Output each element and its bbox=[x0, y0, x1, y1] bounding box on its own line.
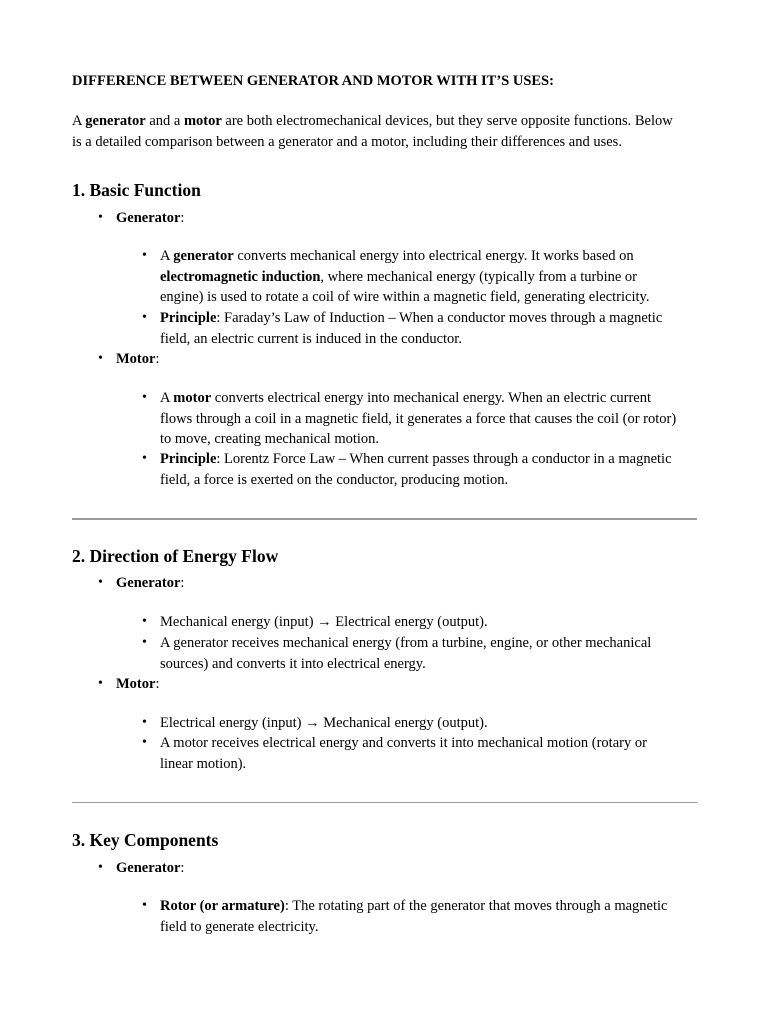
s2-motor-point-2 bbox=[142, 733, 647, 774]
bold-term: electromagnetic induction bbox=[160, 268, 321, 285]
bullet-icon: • bbox=[142, 614, 147, 629]
section-3-heading: 3. Key Components bbox=[72, 830, 219, 850]
s2-motor-item bbox=[98, 674, 160, 695]
text-line: flows through a coil in a magnetic field, it generates a force that causes the coil (or rotor) bbox=[160, 410, 677, 427]
text-line: linear motion). bbox=[160, 755, 247, 772]
bold-term: Principle bbox=[160, 310, 217, 326]
text: : Faraday’s Law of Induction – When a conductor moves through a magnetic bbox=[216, 310, 663, 326]
text: converts mechanical energy into electrical energy. It works based on bbox=[233, 248, 634, 264]
bold-term: Rotor (or armature) bbox=[160, 898, 285, 914]
bullet-icon: • bbox=[98, 351, 103, 366]
bullet-icon: • bbox=[98, 860, 103, 875]
section-1-heading: 1. Basic Function bbox=[72, 180, 201, 200]
text: : Lorentz Force Law – When current passes through a conductor in a magnetic bbox=[216, 451, 672, 467]
text-line bbox=[160, 246, 649, 267]
intro-text: are both electromechanical devices, but they serve opposite functions. Below bbox=[221, 113, 673, 129]
text-line: field, an electric current is induced in the conductor. bbox=[160, 330, 462, 347]
text: converts electrical energy into mechanical energy. When an electric current bbox=[211, 390, 652, 406]
text-line: sources) and converts it into electrical energy. bbox=[160, 655, 426, 672]
text: A bbox=[160, 248, 174, 264]
text-line bbox=[160, 388, 676, 409]
bullet-icon: • bbox=[98, 676, 103, 691]
text-line: field, a force is exerted on the conductor, producing motion. bbox=[160, 471, 509, 488]
text-line: field to generate electricity. bbox=[160, 918, 319, 935]
bullet-icon: • bbox=[142, 635, 147, 650]
text-line: engine) is used to rotate a coil of wire within a magnetic field, generating electricity. bbox=[160, 289, 650, 305]
text-line: A generator receives mechanical energy (from a turbine, engine, or other mechanical bbox=[160, 635, 652, 651]
s2-generator-label: Generator bbox=[116, 575, 181, 591]
s1-motor-point-2 bbox=[142, 449, 672, 490]
bullet-icon: • bbox=[142, 248, 147, 263]
intro-paragraph bbox=[72, 111, 697, 152]
section-2-heading: 2. Direction of Energy Flow bbox=[72, 546, 279, 566]
section-divider bbox=[72, 802, 697, 803]
intro-text: and a bbox=[145, 113, 184, 129]
colon: : bbox=[155, 351, 160, 367]
bullet-icon: • bbox=[142, 735, 147, 750]
text-line bbox=[160, 449, 672, 470]
bold-term: generator bbox=[173, 248, 234, 264]
s2-generator-item bbox=[98, 573, 185, 594]
bullet-icon: • bbox=[98, 575, 103, 590]
bullet-icon: • bbox=[142, 898, 147, 913]
text: : The rotating part of the generator that moves through a magnetic bbox=[284, 898, 668, 914]
s1-generator-point-2 bbox=[142, 308, 663, 349]
text: A bbox=[160, 390, 174, 406]
colon: : bbox=[180, 860, 185, 876]
s1-motor-label: Motor bbox=[116, 351, 156, 367]
colon: : bbox=[180, 575, 185, 591]
bold-term: motor bbox=[173, 390, 212, 406]
document-title: DIFFERENCE BETWEEN GENERATOR AND MOTOR WITH IT’S USES: bbox=[72, 73, 554, 89]
s3-generator-point-1 bbox=[142, 896, 668, 937]
text-line: A motor receives electrical energy and converts it into mechanical motion (rotary or bbox=[160, 735, 647, 751]
text-line bbox=[160, 308, 662, 329]
section-divider bbox=[72, 518, 697, 520]
intro-bold-generator: generator bbox=[85, 113, 146, 129]
s1-motor-item bbox=[98, 349, 160, 370]
s1-generator-label: Generator bbox=[116, 210, 181, 226]
s1-motor-point-1 bbox=[142, 388, 677, 450]
s2-motor-point-1 bbox=[142, 713, 488, 734]
text-line: to move, creating mechanical motion. bbox=[160, 431, 380, 447]
colon: : bbox=[180, 210, 185, 226]
intro-bold-motor: motor bbox=[183, 113, 222, 129]
text: Electrical energy (input) → Mechanical energy (output). bbox=[160, 715, 488, 731]
s2-motor-label: Motor bbox=[116, 676, 156, 692]
intro-line-2: is a detailed comparison between a generator and a motor, including their differences and uses. bbox=[72, 133, 622, 150]
bold-term: Principle bbox=[160, 451, 217, 467]
colon: : bbox=[155, 676, 160, 692]
intro-line-1 bbox=[72, 111, 697, 132]
bullet-icon: • bbox=[142, 715, 147, 730]
intro-text: A bbox=[72, 113, 86, 129]
text: , where mechanical energy (typically from a turbine or bbox=[320, 268, 638, 285]
bullet-icon: • bbox=[142, 451, 147, 466]
text-line bbox=[160, 267, 649, 288]
text: Mechanical energy (input) → Electrical energy (output). bbox=[160, 614, 488, 630]
s3-generator-label: Generator bbox=[116, 860, 181, 876]
s1-generator-item bbox=[98, 208, 185, 229]
bullet-icon: • bbox=[142, 310, 147, 325]
s1-generator-point-1 bbox=[142, 246, 650, 308]
s3-generator-item bbox=[98, 858, 185, 879]
s2-generator-point-2 bbox=[142, 633, 652, 674]
bullet-icon: • bbox=[98, 210, 103, 225]
s2-generator-point-1 bbox=[142, 612, 488, 633]
bullet-icon: • bbox=[142, 390, 147, 405]
text-line bbox=[160, 896, 667, 917]
